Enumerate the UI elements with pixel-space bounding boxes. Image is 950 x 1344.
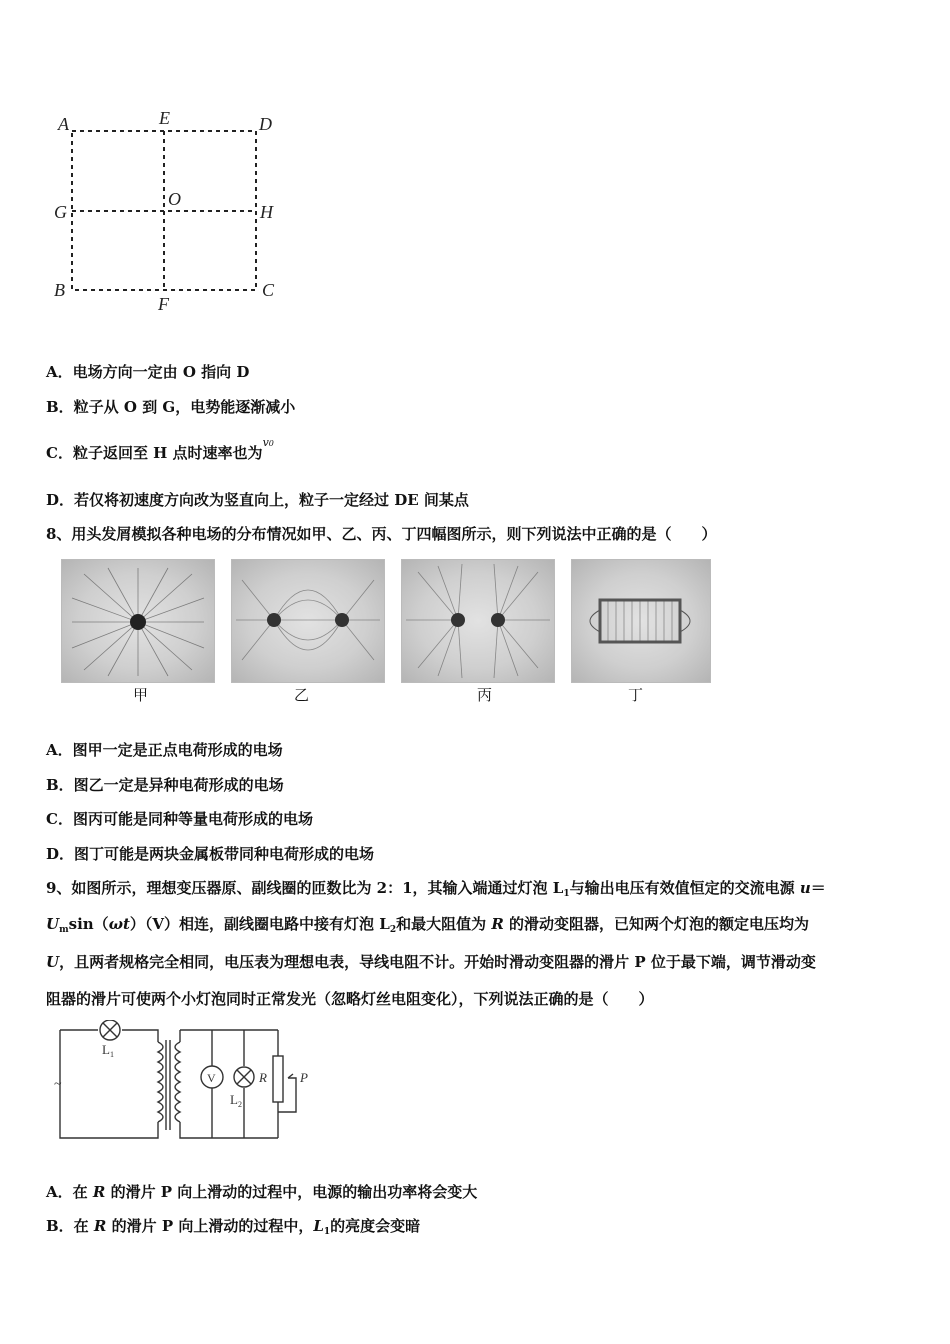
label-P: P [300, 1070, 308, 1085]
label-F: F [158, 294, 169, 314]
caption-yi: 乙 [294, 686, 310, 704]
q7-option-b: B．粒子从 O 到 G，电势能逐渐减小 [46, 398, 296, 416]
q8-option-b: B．图乙一定是异种电荷形成的电场 [46, 776, 284, 794]
label-C: C [262, 280, 275, 300]
label-L1: $L_1$ [102, 1042, 114, 1059]
q8-option-c: C．图丙可能是同种等量电荷形成的电场 [46, 810, 313, 828]
q9-stem-line1: 9、如图所示，理想变压器原、副线圈的匝数比为 2：1，其输入端通过灯泡 $L_1$与输出电压有效值恒定的交流电源 u＝ [46, 879, 826, 899]
q9-option-b: B．在 R 的滑片 P 向上滑动的过程中，$L_1$的亮度会变暗 [46, 1217, 421, 1237]
caption-ding: 丁 [628, 686, 644, 704]
label-G: G [54, 202, 67, 222]
q7-option-d: D．若仅将初速度方向改为竖直向上，粒子一定经过 DE 间某点 [46, 491, 469, 509]
label-A: A [58, 114, 69, 134]
field-photo-ding [571, 559, 711, 683]
q9-stem-line3: U，且两者规格完全相同，电压表为理想电表，导线电阻不计。开始时滑动变阻器的滑片 P 位于最下端，调节滑动变 [46, 953, 816, 971]
label-D: D [259, 114, 272, 134]
q7-option-c-text: C．粒子返回至 H 点时速率也为 [46, 444, 263, 462]
field-photo-yi [231, 559, 385, 683]
v0-symbol: v0 [262, 436, 274, 449]
caption-jia: 甲 [133, 686, 149, 704]
q7-option-c [46, 436, 274, 463]
label-H: H [260, 202, 273, 222]
source-symbol: ~ [54, 1077, 62, 1092]
q9-stem-line2: $U_m\sin(\omega t)(V)$相连，副线圈电路中接有灯泡 $L_2$和最大阻值为 R 的滑动变阻器，已知两个灯泡的额定电压均为 [46, 915, 810, 935]
label-R: R [259, 1070, 267, 1085]
q9-option-a: A．在 R 的滑片 P 向上滑动的过程中，电源的输出功率将会变大 [46, 1183, 478, 1201]
q8-stem: 8、用头发屑模拟各种电场的分布情况如甲、乙、丙、丁四幅图所示，则下列说法中正确的是（ ） [46, 525, 717, 543]
transformer-circuit [50, 1020, 330, 1150]
q8-option-a: A．图甲一定是正点电荷形成的电场 [46, 741, 283, 759]
voltmeter-label: V [207, 1071, 216, 1085]
field-photo-bing [401, 559, 555, 683]
q8-option-d: D．图丁可能是两块金属板带同种电荷形成的电场 [46, 845, 375, 863]
q9-stem-line4: 阻器的滑片可使两个小灯泡同时正常发光（忽略灯丝电阻变化），下列说法正确的是（ ） [46, 990, 654, 1008]
label-L2: $L_2$ [230, 1092, 242, 1109]
label-O: O [168, 189, 181, 209]
caption-bing: 丙 [477, 686, 493, 704]
square-diagram [40, 100, 300, 320]
label-E: E [159, 108, 170, 128]
label-B: B [54, 280, 65, 300]
field-photo-jia [61, 559, 215, 683]
q7-option-a: A．电场方向一定由 O 指向 D [46, 363, 250, 381]
